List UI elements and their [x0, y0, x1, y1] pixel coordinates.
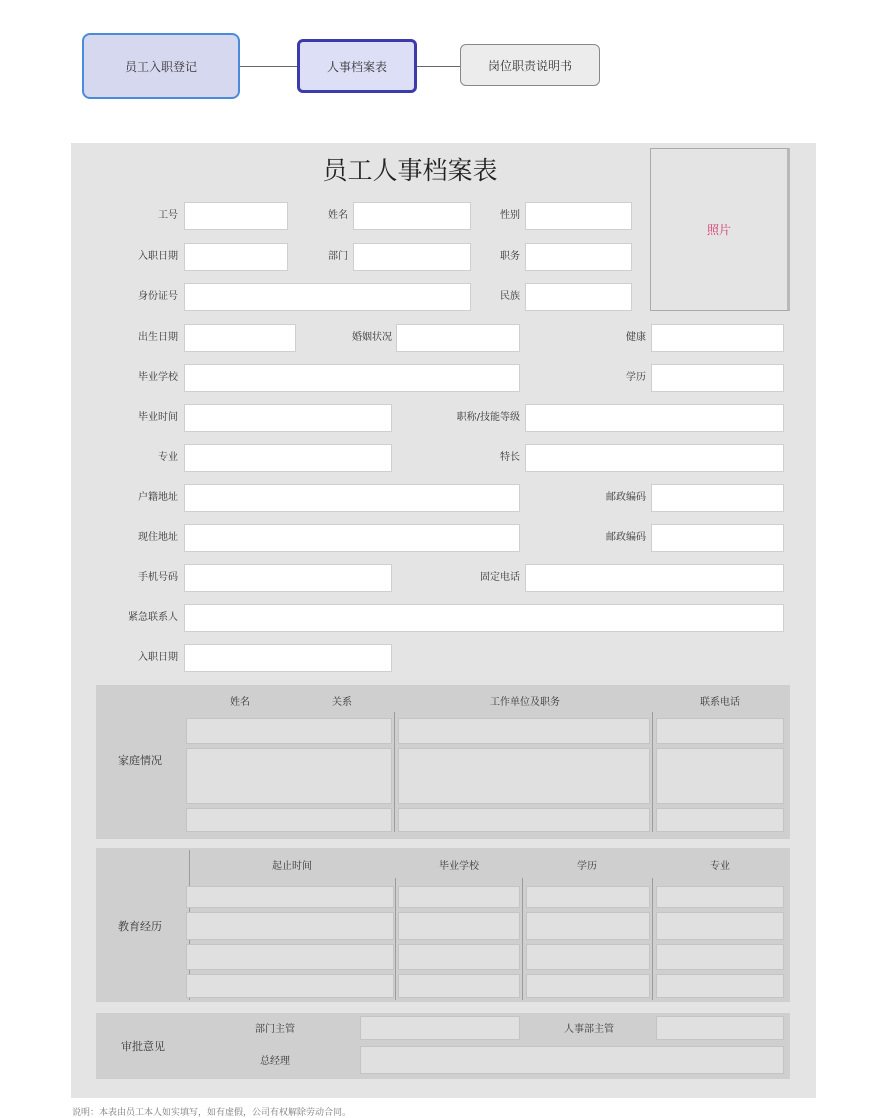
family-cell[interactable] [398, 808, 650, 832]
emergency-contact-input[interactable] [184, 604, 784, 632]
label-birth-date: 出生日期 [138, 332, 178, 343]
education-cell[interactable] [186, 944, 394, 970]
label-marital: 婚姻状况 [352, 332, 392, 343]
family-header-relation: 关系 [332, 697, 352, 708]
title-level-input[interactable] [525, 404, 784, 432]
footnote: 说明：本表由员工本人如实填写，如有虚假，公司有权解除劳动合同。 [72, 1108, 352, 1118]
family-cell[interactable] [186, 748, 392, 804]
label-health: 健康 [626, 332, 646, 343]
name-input[interactable] [353, 202, 471, 230]
flow-step-employee-registration[interactable] [82, 33, 240, 99]
remarks-input[interactable] [184, 644, 392, 672]
education-cell[interactable] [526, 974, 650, 998]
phone-input[interactable] [525, 564, 784, 592]
employee-id-input[interactable] [184, 202, 288, 230]
flow-step-personnel-file[interactable] [297, 39, 417, 93]
approval-table-label: 审批意见 [121, 1040, 165, 1053]
education-cell[interactable] [186, 912, 394, 940]
table-divider [522, 878, 523, 1000]
graduation-date-input[interactable] [184, 404, 392, 432]
hukou-address-input[interactable] [184, 484, 520, 512]
family-header-name: 姓名 [230, 697, 250, 708]
label-mobile: 手机号码 [138, 572, 178, 583]
approval-hr-head: 人事部主管 [564, 1024, 614, 1035]
education-table-label: 教育经历 [118, 920, 162, 933]
label-position: 职务 [500, 251, 520, 262]
education-header-school: 毕业学校 [439, 861, 479, 872]
label-current-address: 现住地址 [138, 532, 178, 543]
label-title-level: 职称/技能等级 [456, 412, 520, 423]
current-address-input[interactable] [184, 524, 520, 552]
marital-input[interactable] [396, 324, 520, 352]
family-cell[interactable] [398, 748, 650, 804]
label-postal-code-2: 邮政编码 [606, 532, 646, 543]
flow-connector [417, 66, 460, 67]
label-employee-id: 工号 [158, 210, 178, 221]
label-graduation-date: 毕业时间 [138, 412, 178, 423]
major-input[interactable] [184, 444, 392, 472]
position-input[interactable] [525, 243, 632, 271]
education-cell[interactable] [398, 974, 520, 998]
flow-connector [240, 66, 297, 67]
flow-step-label: 岗位职责说明书 [487, 58, 572, 73]
postal-code-1-input[interactable] [651, 484, 784, 512]
label-ethnicity: 民族 [500, 291, 520, 302]
education-cell[interactable] [526, 912, 650, 940]
approval-dept-head: 部门主管 [255, 1024, 295, 1035]
postal-code-2-input[interactable] [651, 524, 784, 552]
education-header-degree: 学历 [577, 861, 597, 872]
approval-gm-cell[interactable] [360, 1046, 784, 1074]
label-gender: 性别 [500, 210, 520, 221]
birth-date-input[interactable] [184, 324, 296, 352]
label-phone: 固定电话 [480, 572, 520, 583]
label-postal-code-1: 邮政编码 [606, 492, 646, 503]
education-header-major: 专业 [710, 861, 730, 872]
approval-gm: 总经理 [260, 1056, 290, 1067]
label-education: 学历 [626, 372, 646, 383]
family-header-work: 工作单位及职务 [490, 697, 560, 708]
family-cell[interactable] [656, 748, 784, 804]
label-emergency-contact: 紧急联系人 [128, 612, 178, 623]
education-cell[interactable] [656, 944, 784, 970]
flow-step-label: 员工入职登记 [124, 59, 197, 74]
label-name: 姓名 [328, 210, 348, 221]
family-header-phone: 联系电话 [700, 697, 740, 708]
education-header-period: 起止时间 [272, 861, 312, 872]
label-remarks: 入职日期 [138, 652, 178, 663]
id-number-input[interactable] [184, 283, 471, 311]
education-cell[interactable] [656, 886, 784, 908]
label-graduated-school: 毕业学校 [138, 372, 178, 383]
label-major: 专业 [158, 452, 178, 463]
education-cell[interactable] [398, 886, 520, 908]
education-cell[interactable] [656, 912, 784, 940]
ethnicity-input[interactable] [525, 283, 632, 311]
family-cell[interactable] [186, 808, 392, 832]
table-divider [394, 712, 395, 832]
flow-step-label: 人事档案表 [326, 59, 387, 74]
flow-step-job-description[interactable] [460, 44, 600, 86]
approval-dept-head-cell[interactable] [360, 1016, 520, 1040]
photo-box[interactable] [650, 148, 790, 311]
education-cell[interactable] [186, 974, 394, 998]
health-input[interactable] [651, 324, 784, 352]
education-input[interactable] [651, 364, 784, 392]
family-cell[interactable] [656, 718, 784, 744]
department-input[interactable] [353, 243, 471, 271]
label-id-number: 身份证号 [138, 291, 178, 302]
approval-hr-head-cell[interactable] [656, 1016, 784, 1040]
graduated-school-input[interactable] [184, 364, 520, 392]
form-title: 员工人事档案表 [322, 156, 498, 185]
table-divider [395, 878, 396, 1000]
table-divider [652, 878, 653, 1000]
education-cell[interactable] [656, 974, 784, 998]
family-cell[interactable] [398, 718, 650, 744]
label-specialty: 特长 [500, 452, 520, 463]
family-cell[interactable] [656, 808, 784, 832]
family-cell[interactable] [186, 718, 392, 744]
photo-label: 照片 [706, 223, 731, 237]
education-cell[interactable] [526, 944, 650, 970]
education-cell[interactable] [398, 912, 520, 940]
specialty-input[interactable] [525, 444, 784, 472]
education-cell[interactable] [526, 886, 650, 908]
label-department: 部门 [328, 251, 348, 262]
education-cell[interactable] [186, 886, 394, 908]
label-hukou-address: 户籍地址 [138, 492, 178, 503]
gender-input[interactable] [525, 202, 632, 230]
education-cell[interactable] [398, 944, 520, 970]
label-hire-date: 入职日期 [138, 251, 178, 262]
family-table-label: 家庭情况 [118, 754, 162, 767]
table-divider [652, 712, 653, 832]
mobile-input[interactable] [184, 564, 392, 592]
hire-date-input[interactable] [184, 243, 288, 271]
